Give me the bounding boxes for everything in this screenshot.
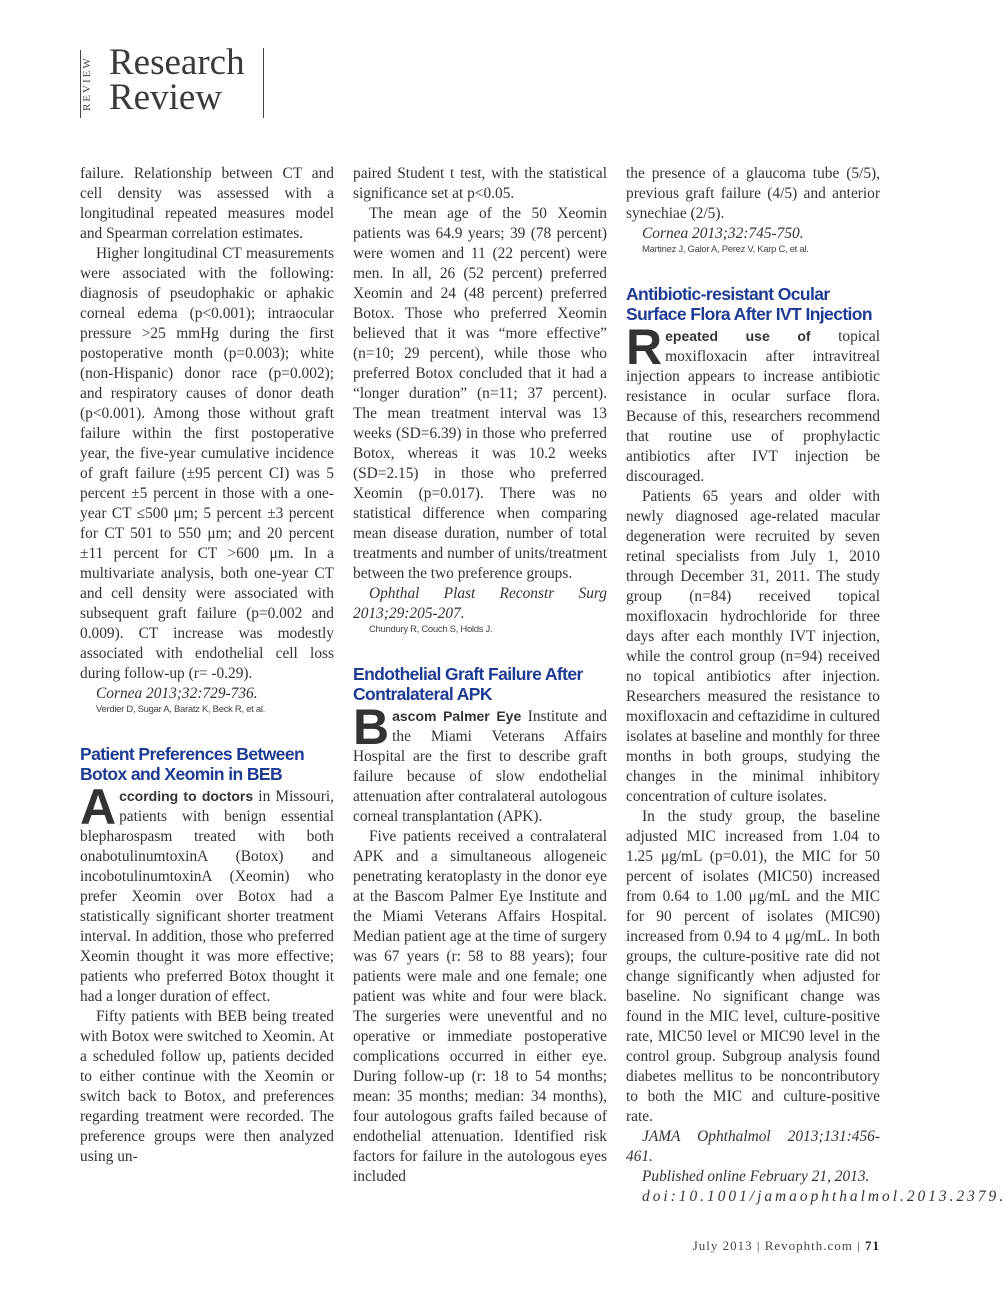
- paragraph: Five patients received a contralateral APK and a simultaneous allogeneic penetrating keratoplasty in the donor eye at the Bascom Palmer Eye Institute and the Miami Veterans Affairs Hospital. Median patient age at the time of surgery was 67 years (r: 58 to 88 years); four patients were male and one female; one patient was white and four were black. The surgeries were uneventful and no operative or immediate postoperative complications occurred in either eye. During follow-up (r: 18 to 54 months; mean: 35 months; median: 34 months), four autologous grafts failed because of endothelial attenuation. Identified risk factors for failure in the autologous eyes included: [353, 828, 607, 1185]
- column-3: [626, 164, 1006, 1207]
- article-heading: Endothelial Graft Failure After Contralateral APK: [353, 664, 583, 704]
- lead-paragraph: [353, 699, 607, 827]
- article-heading: Antibiotic-resistant Ocular Surface Flora After IVT Injection: [626, 284, 872, 324]
- citation: Cornea 2013;32:745-750.: [642, 225, 804, 242]
- lead-in: epeated use of: [665, 328, 811, 344]
- citation: Cornea 2013;32:729-736.: [96, 685, 258, 702]
- lead-in: ascom Palmer Eye: [392, 708, 522, 724]
- paragraph: Higher longitudinal CT measurements were associated with the following: diagnosis of pseudophakic or aphakic corneal edema (p<0.001); intraocular pressure >25 mmHg during the first postoperative month (p=0.003); white (non-Hispanic) donor race (p=0.002); and respiratory causes of donor death (p<0.001). Among those without graft failure within the first postoperative year, the five-year cumulative incidence of graft failure (±95 percent CI) was 5 percent ±5 percent in those with a one-year CT ≤500 μm; 5 percent ±3 percent for CT 501 to 550 μm; and 20 percent ±11 percent for CT >600 μm. In a multivariate analysis, both one-year CT and cell density were associated with subsequent graft failure (p=0.002 and 0.009). CT increase was modestly associated with endothelial cell loss during follow-up (r= -0.29).: [80, 245, 334, 682]
- publication-title: Research Review: [109, 42, 245, 118]
- paragraph: failure. Relationship between CT and cell density was assessed with a longitudinal repeated measures model and Spearman correlation estimates.: [80, 165, 334, 242]
- lead-text: in Missouri, patients with benign essential blepharospasm treated with both onabotulinumtoxinA (Botox) and incobotulinumtoxinA (Xeomin) who prefer Xeomin over Botox had a statistically significant shorter treatment interval. In addition, those who preferred Xeomin thought it was more effective; patients who preferred Botox thought it had a longer duration of effect.: [80, 788, 334, 1005]
- column-1: [80, 164, 334, 1167]
- authors: Martinez J, Galor A, Perez V, Karp C, et al.: [642, 244, 809, 255]
- paragraph: Fifty patients with BEB being treated with Botox were switched to Xeomin. At a scheduled follow up, patients decided to either continue with the Xeomin or switch back to Botox, and preferences regarding treatment were recorded. The preference groups were then analyzed using un-: [80, 1008, 334, 1165]
- paragraph: The mean age of the 50 Xeomin patients was 64.9 years; 39 (78 percent) were women and 11 (22 percent) were men. In all, 26 (52 percent) preferred Xeomin and 24 (48 percent) preferred Botox. Those who preferred Xeomin believed that it was “more effective” (n=10; 29 percent), while those who preferred Botox concluded that it had a “longer duration” (n=11; 37 percent). The mean treatment interval was 13 weeks (SD=6.39) in those who preferred Botox, whereas it was 10.2 weeks (SD=2.15) in those who preferred Xeomin (p=0.017). There was no statistical difference when comparing mean disease duration, number of total treatments and number of units/treatment between the two preference groups.: [353, 205, 607, 582]
- lead-in: ccording to doctors: [119, 788, 254, 804]
- lead-paragraph: [80, 779, 334, 1007]
- authors: Verdier D, Sugar A, Baratz K, Beck R, et al.: [96, 704, 265, 715]
- citation: Ophthal Plast Reconstr Surg 2013;29:205-207.: [353, 585, 607, 622]
- citation: JAMA Ophthalmol 2013;131:456-461.: [626, 1128, 880, 1165]
- section-tag: REVIEW: [80, 50, 98, 118]
- column-2: [353, 164, 607, 1187]
- drop-cap: B: [353, 699, 390, 755]
- masthead-divider: [263, 48, 264, 118]
- paragraph: In the study group, the baseline adjusted MIC increased from 1.04 to 1.25 μg/mL (p=0.01), the MIC for 50 percent of isolates (MIC50) increased from 0.64 to 1.00 μg/mL and the MIC for 90 percent of isolates (MIC90) increased from 0.94 to 4 μg/mL. In both groups, the culture-positive rate did not change significantly when adjusted for baseline. No significant change was found in the MIC level, culture-positive rate, MIC50 level or MIC90 level in the control group. Subgroup analysis found diabetes mellitus to be noncontributory to both the MIC and culture-positive rate.: [626, 808, 880, 1125]
- lead-text: Institute and the Miami Veterans Affairs Hospital are the first to describe graft failure because of slow endothelial attenuation after contralateral autologous corneal transplantation (APK).: [353, 708, 607, 825]
- paragraph: Patients 65 years and older with newly diagnosed age-related macular degeneration were recruited by seven retinal specialists from July 1, 2010 through December 31, 2011. The study group (n=84) received topical moxifloxacin hydrochloride for three days after each monthly IVT injection, while the control group (n=94) received no topical antibiotics after injection. Researchers measured the resistance to moxifloxacin and ceftazidime in cultured isolates at baseline and monthly for three months in both groups, studying the changes in the minimal inhibitory concentration of culture isolates.: [626, 488, 880, 805]
- publication-date: Published online February 21, 2013.: [642, 1168, 870, 1185]
- drop-cap: A: [80, 779, 117, 835]
- drop-cap: R: [626, 319, 663, 375]
- authors: Chundury R, Couch S, Holds J.: [369, 624, 493, 635]
- article-heading: Patient Preferences Between Botox and Xeomin in BEB: [80, 744, 305, 784]
- footer-date-site: July 2013 | Revophth.com |: [692, 1238, 865, 1253]
- paragraph: the presence of a glaucoma tube (5/5), previous graft failure (4/5) and anterior synechiae (2/5).: [626, 165, 880, 222]
- page-footer: [693, 1238, 880, 1254]
- page-number: 71: [865, 1238, 880, 1253]
- paragraph: paired Student t test, with the statistical significance set at p<0.05.: [353, 165, 607, 202]
- lead-paragraph: [626, 319, 880, 487]
- lead-text: topical moxifloxacin after intravitreal injection appears to increase antibiotic resistance in ocular surface flora. Because of this, researchers recommend that routine use of prophylactic antibiotics after IVT injection be discouraged.: [626, 328, 880, 485]
- doi: doi:10.1001/jamaophthalmol.2013.2379.: [642, 1188, 1006, 1205]
